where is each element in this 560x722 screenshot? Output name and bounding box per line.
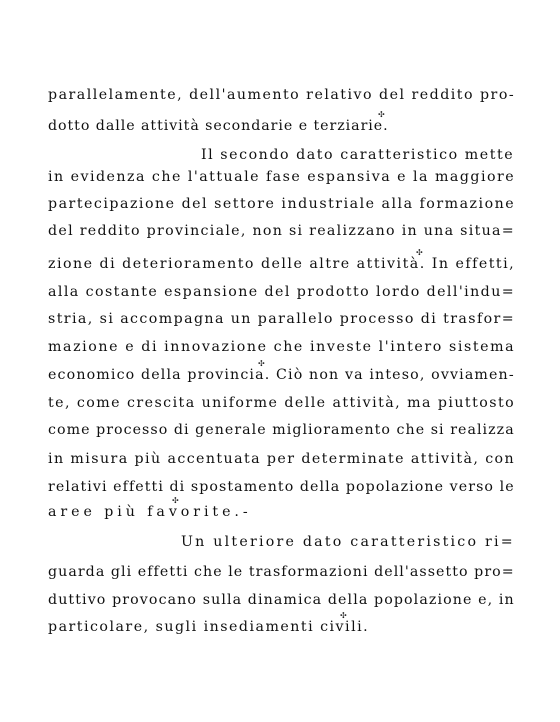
text-line-18: guarda gli effetti che le trasformazioni dell'assetto pro= [48, 564, 515, 580]
text-line-13: come processo di generale miglioramento che si realizza [48, 422, 515, 438]
text-line-6: del reddito provinciale, non si realizzano in una situa= [48, 223, 515, 239]
text-line-17: Un ulteriore dato caratteristico ri= [181, 534, 515, 550]
text-line-12: te, come crescita uniforme delle attività, ma piuttosto [48, 395, 516, 411]
text-line-4: in evidenza che l'attuale fase espansiva e la maggiore [48, 169, 516, 185]
margin-mark: ✣ [172, 496, 179, 505]
text-line-19: duttivo provocano sulla dinamica della popolazione e, in [48, 592, 515, 608]
text-line-3: Il secondo dato caratteristico mette [201, 147, 515, 163]
text-line-1: parallelamente, dell'aumento relativo del reddito pro- [48, 87, 516, 103]
text-line-20: particolare, sugli insediamenti civili. [48, 619, 370, 635]
margin-mark: ✣ [416, 248, 423, 257]
text-line-10: mazione e di innovazione che investe l'intero sistema [48, 339, 516, 355]
text-line-2: dotto dalle attività secondarie e terziarie. [48, 118, 389, 134]
text-line-11: economico della provincia. Ciò non va inteso, ovviamen- [48, 367, 515, 383]
text-line-9: stria, si accompagna un parallelo processo di trasfor= [48, 311, 516, 327]
margin-mark: ✣ [340, 611, 347, 620]
text-line-16: aree più favorite.- [48, 504, 252, 520]
margin-mark: ✣ [378, 110, 385, 119]
text-line-5: partecipazione del settore industriale alla formazione [48, 196, 516, 212]
text-line-8: alla costante espansione del prodotto lordo dell'indu= [48, 284, 516, 300]
margin-mark: ✣ [258, 359, 265, 368]
text-line-7: zione di deterioramento delle altre attività. In effetti, [48, 256, 516, 272]
text-line-14: in misura più accentuata per determinate attività, con [48, 451, 516, 467]
text-line-15: relativi effetti di spostamento della popolazione verso le [48, 479, 515, 495]
